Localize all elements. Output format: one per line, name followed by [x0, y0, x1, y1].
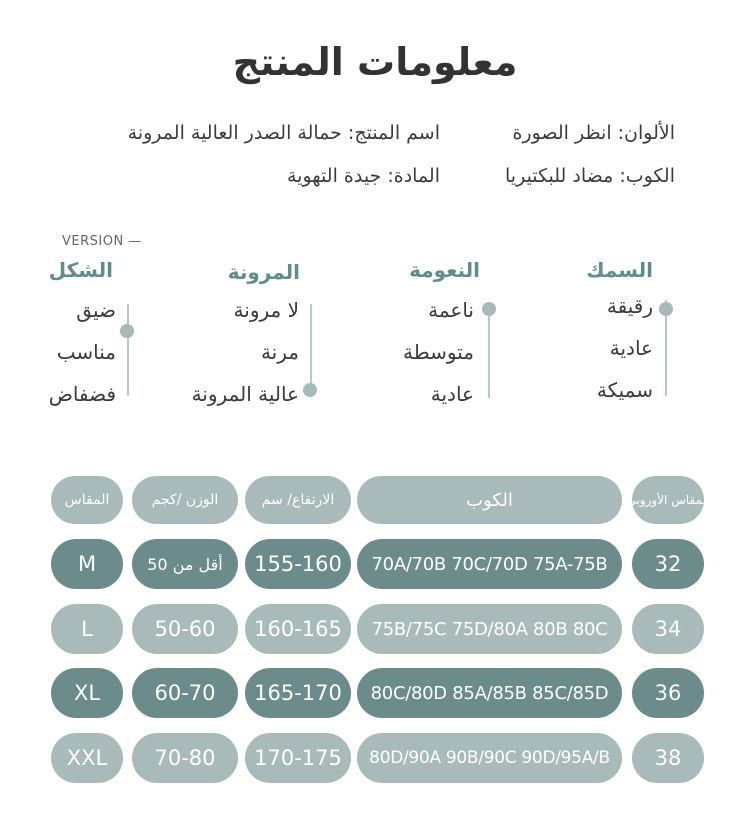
table-cell-weight: 60-70 — [132, 668, 238, 718]
table-cell-weight: 70-80 — [132, 733, 238, 783]
feature-line-shape — [127, 304, 129, 396]
info-material: المادة: جيدة التهوية — [287, 165, 440, 187]
feature-marker-shape — [120, 324, 134, 338]
table-cell-height: 165-170 — [245, 668, 351, 718]
option-elasticity-1: لا مرونة — [233, 298, 299, 322]
option-thickness-3: سميكة — [596, 378, 653, 402]
table-cell-weight: أقل من 50 — [132, 539, 238, 589]
version-label: VERSION — — [62, 234, 142, 249]
feature-title-elasticity: المرونة — [227, 260, 300, 284]
feature-title-thickness: السمك — [586, 258, 653, 282]
table-cell-size: L — [51, 604, 123, 654]
feature-marker-softness — [482, 302, 496, 316]
table-cell-height: 160-165 — [245, 604, 351, 654]
table-cell-size: XXL — [51, 733, 123, 783]
page-title: معلومات المنتج — [232, 40, 518, 84]
table-cell-eu: 32 — [632, 539, 704, 589]
table-cell-eu: 34 — [632, 604, 704, 654]
table-cell-cup: 75B/75C 75D/80A 80B 80C — [357, 604, 622, 654]
option-shape-2: مناسب — [56, 340, 116, 364]
option-elasticity-2: مرنة — [260, 340, 299, 364]
header-weight: الوزن /كجم — [132, 476, 238, 524]
table-cell-size: M — [51, 539, 123, 589]
table-cell-cup: 80C/80D 85A/85B 85C/85D — [357, 668, 622, 718]
table-cell-cup: 70A/70B 70C/70D 75A-75B — [357, 539, 622, 589]
info-product-name: اسم المنتج: حمالة الصدر العالية المرونة — [127, 122, 440, 144]
option-softness-1: ناعمة — [428, 298, 474, 322]
header-cup: الكوب — [357, 476, 622, 524]
table-cell-eu: 38 — [632, 733, 704, 783]
option-thickness-2: عادية — [609, 336, 653, 360]
feature-title-shape: الشكل — [48, 258, 113, 282]
header-height: الارتفاع/ سم — [245, 476, 351, 524]
feature-title-softness: النعومة — [409, 258, 480, 282]
option-elasticity-3: عالية المرونة — [191, 382, 299, 406]
info-colors: الألوان: انظر الصورة — [512, 122, 675, 144]
table-cell-cup: 80D/90A 90B/90C 90D/95A/B — [357, 733, 622, 783]
header-size: المقاس — [51, 476, 123, 524]
header-eu-size: المقاس الأوروبي — [632, 476, 704, 524]
table-cell-size: XL — [51, 668, 123, 718]
feature-marker-thickness — [659, 302, 673, 316]
feature-line-softness — [488, 302, 490, 398]
table-cell-height: 155-160 — [245, 539, 351, 589]
feature-marker-elasticity — [303, 383, 317, 397]
table-cell-eu: 36 — [632, 668, 704, 718]
info-cup: الكوب: مضاد للبكتيريا — [505, 165, 675, 187]
option-thickness-1: رقيقة — [606, 294, 653, 318]
table-cell-weight: 50-60 — [132, 604, 238, 654]
option-shape-3: فضفاض — [48, 382, 116, 406]
option-softness-2: متوسطة — [403, 340, 474, 364]
table-cell-height: 170-175 — [245, 733, 351, 783]
option-shape-1: ضيق — [76, 298, 116, 322]
option-softness-3: عادية — [430, 382, 474, 406]
